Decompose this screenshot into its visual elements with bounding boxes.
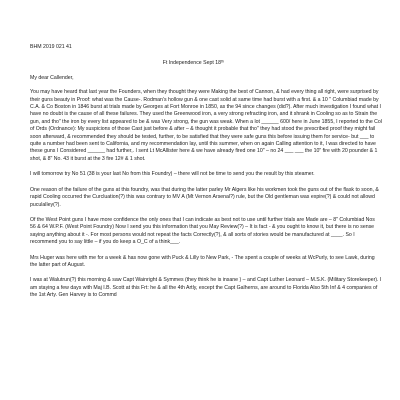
- paragraph-5: Mrs Huger was here with me for a week & has now gone with Puck & Lilly to New Park, - The spent a couple of weeks at WcPurly, to see Lawk, during the latter part of August.: [30, 254, 375, 268]
- paragraph-3: One reason of the failure of the guns at this foundry, was that during the latter parley Mr Algers like his workmen took the guns out of the flask to soon, & rapid Cooling occurred the Curcluation(?) this was contrary to MV A (Mt Vernon Arsenal?) rule, but the Old gentleman was expire(?) & could not allowd puculalley(?).: [30, 186, 379, 208]
- date-text: Ft Independence Sept 18: [162, 60, 221, 67]
- salutation: My dear Callender,: [30, 74, 74, 81]
- reference-number: BHM 2019 021 41: [30, 44, 72, 50]
- paragraph-1: You may have heard that last year the Founders, when they thought they were Making the best of Cannon, & had every thing all right, were surprised by their guns beauty in Proof: what was the Cause-. Rodman’s hollow gun & one cast solid at same time had burst with a first. & a 10 " Columbiad made by C.A. & Co Boston in 1846 burst at trials made by Georges at Fort Monroe in 1850, as the 94 since changes (did?). After much investigation I found what I have no doubt is the cause of all these failures. They used the Greenwood iron, a very strong refracting iron, and it shrank in Cooling so as to Strain the gun, and tho" the iron by every list appeared to be & was Very strong, the gun was weak. When a lot ______ 600/ here in June 1855, I reported to the Col of Ords (Ordnance): My suspicions of those Cast just before & after – & thought it probable that tho" they had stood the prescribed proof they might fail soon afterward, & recommended they should be tested, further, to be satisfied that they were safe guns this before issuing them for service- but ___ to quite a number had been sent to California, and my recommendation lay, until this summer, when on again Calling attention to it, I was directed to have these guns I Considered ______ had further,. I sent Lt McAllister here & we have already fired one 10" – no 24 ___ ___ the 10" fire with 20 pounder & 1 shot, & 8" No. 43 it burst at the 3 fire 12# & 1 shot.: [30, 89, 382, 162]
- paragraph-4: Of the West Point guns I have more confidence the only ones that I can indicate as best not to use until further trials are Made are – 8" Columbiad Nos 56 & 64 W.P.F. (West Point Foundry) Now I send you this information that you May Review(?) – It is fact - & you ought to know it, but there is no sense saying anything about it -. For most persons would not repeat the facts Correctly(?), & all sorts of stories would be manufactured at ____. So I recommend you to say little – if you do keep a O_C of a think___.: [30, 216, 375, 246]
- paragraph-2: I will tomorrow try No 51 (38 is your last No from this Foundry) – there will not be time to send you the result by this steamer.: [30, 171, 315, 178]
- date-suffix: th: [221, 59, 224, 64]
- paragraph-6: I was at Walutrun(?) this morning & saw Capt Wainright & Symmes (they think he is insane ) – and Capt Luther Leonard – M.S.K. (Military Storekeeper). I am staying a few days with Maj I.B. Scott at this Frt: he & all the 4th Artly, except the Capt Galherns, are around to Florida Also 5th Inf & 4 companies of the 1st Arty. Gen Harvey is to Commd: [30, 277, 382, 299]
- dateline: [30, 60, 382, 67]
